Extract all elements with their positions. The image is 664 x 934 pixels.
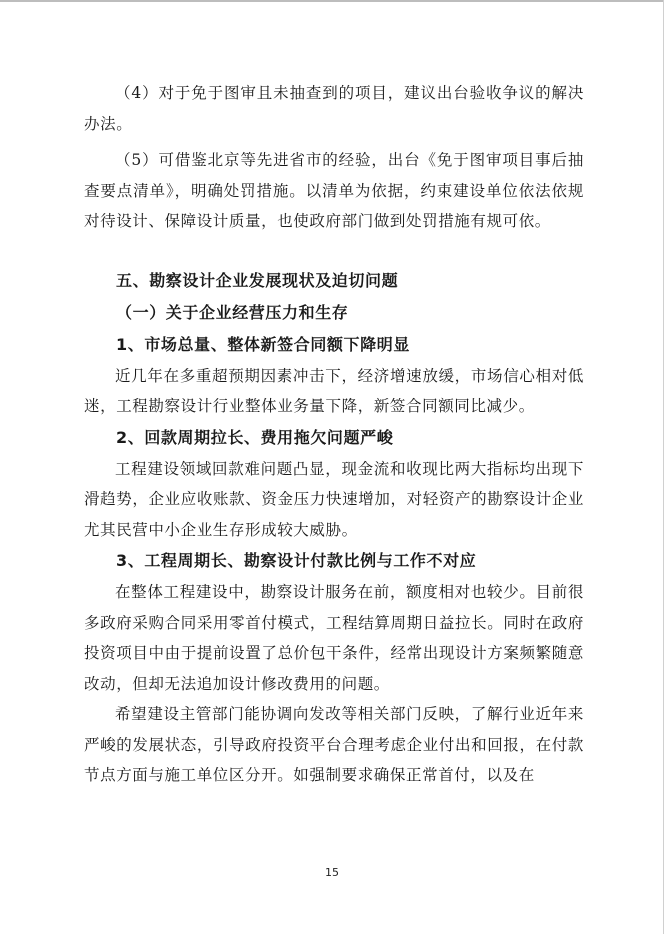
paragraph-item-4: （4）对于免于图审且未抽查到的项目，建议出台验收争议的解决办法。 [84, 84, 584, 133]
item-text-2: 工程建设领域回款难问题凸显，现金流和收现比两大指标均出现下滑趋势，企业应收账款、资金压力快速增加，对轻资产的勘察设计企业尤其民营中小企业生存形成较大威胁。 [84, 459, 584, 539]
page-body [84, 78, 584, 791]
paragraph-item-5: （5）可借鉴北京等先进省市的经验，出台《免于图审项目事后抽查要点清单》，明确处罚措施。以清单为依据，约束建设单位依法依规对待设计、保障设计质量，也使政府部门做到处罚措施有规可依。 [84, 151, 584, 230]
closing-paragraph: 希望建设主管部门能协调向发改等相关部门反映，了解行业近年来严峻的发展状态，引导政府投资平台合理考虑企业付出和回报，在付款节点方面与施工单位区分开。如强制要求确保正常首付，以及在 [84, 705, 584, 784]
section-title: 五、勘察设计企业发展现状及迫切问题 [116, 270, 399, 290]
item-heading-2: 2、回款周期拉长、费用拖欠问题严峻 [116, 427, 394, 447]
top-border [0, 0, 664, 2]
page-number: 15 [325, 866, 339, 879]
item-text-1: 近几年在多重超预期因素冲击下，经济增速放缓，市场信心相对低迷，工程勘察设计行业整体业务量下降，新签合同额同比减少。 [84, 366, 584, 415]
subsection-title: （一）关于企业经营压力和生存 [116, 302, 349, 322]
item-heading-3: 3、工程周期长、勘察设计付款比例与工作不对应 [116, 551, 477, 570]
item-heading-1: 1、市场总量、整体新签合同额下降明显 [116, 334, 410, 354]
item-text-3: 在整体工程建设中，勘察设计服务在前，额度相对也较少。目前很多政府采购合同采用零首付模式，工程结算周期日益拉长。同时在政府投资项目中由于提前设置了总价包干条件，经常出现设计方案频繁随意改动，但却无法追加设计修改费用的问题。 [84, 583, 584, 693]
